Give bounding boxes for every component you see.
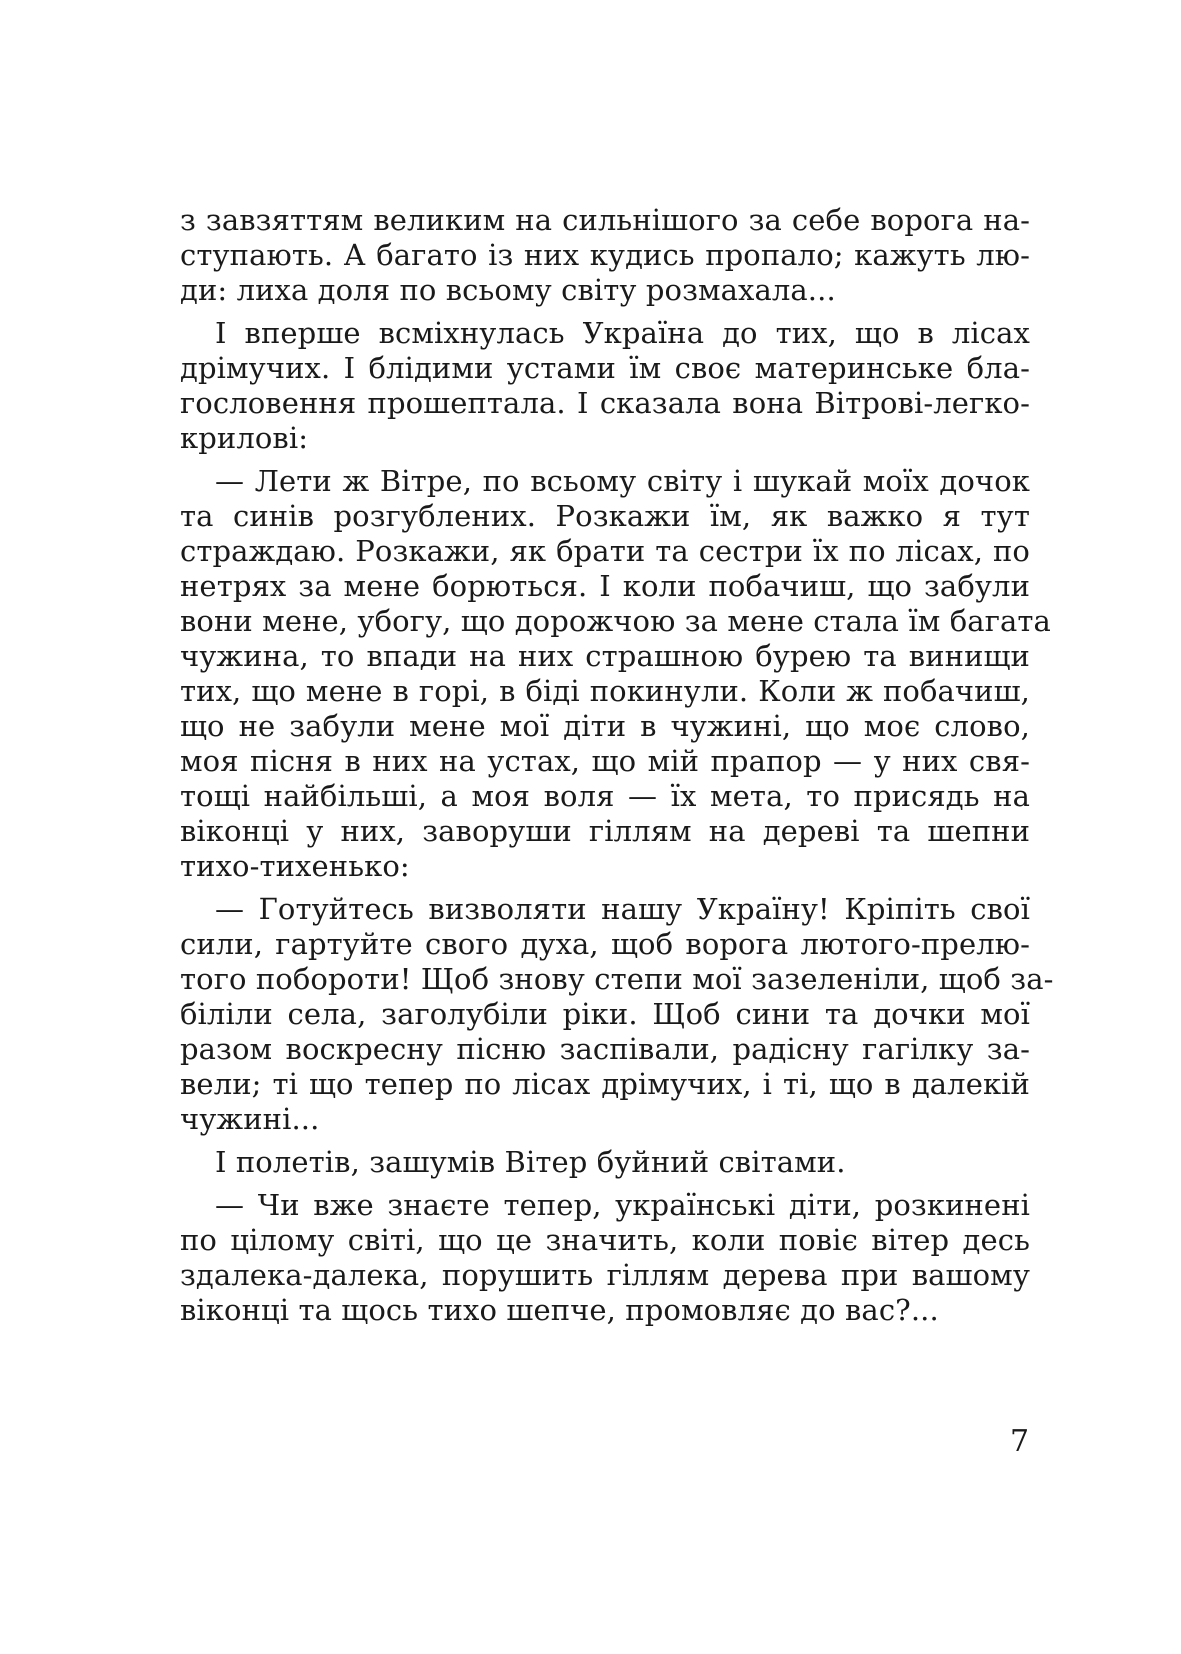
text-line: ступають. А багато із них кудись пропало; кажуть лю- (180, 238, 1030, 272)
text-line: вони мене, убогу, що дорожчою за мене стала їм багата (180, 604, 1051, 638)
paragraph (180, 892, 1054, 1137)
text-line: біліли села, заголубіли ріки. Щоб сини та дочки мої (180, 997, 1030, 1031)
paragraph (180, 1188, 1030, 1328)
paragraph (180, 464, 1051, 884)
text-line: страждаю. Розкажи, як брати та сестри їх по лісах, по (180, 534, 1030, 568)
paragraph (180, 1145, 1030, 1180)
text-line: чужина, то впади на них страшною бурею та винищи (180, 639, 1030, 673)
text-line: чужині... (180, 1102, 320, 1136)
text-line: — Лети ж Вітре, по всьому світу і шукай моїх дочок (215, 464, 1030, 498)
text-line: нетрях за мене борються. І коли побачиш, що забули (180, 569, 1030, 603)
body-text (180, 203, 1054, 1328)
text-line: вели; ті що тепер по лісах дрімучих, і ті, що в далекій (180, 1067, 1030, 1101)
text-line: тихо-тихенько: (180, 849, 410, 883)
text-line: що не забули мене мої діти в чужині, що моє слово, (180, 709, 1030, 743)
text-line: здалека-далека, порушить гіллям дерева при вашому (180, 1258, 1030, 1292)
text-line: І вперше всміхнулась Україна до тих, що в лісах (215, 316, 1030, 350)
text-line: тих, що мене в горі, в біді покинули. Коли ж побачиш, (180, 674, 1030, 708)
text-line: сили, гартуйте свого духа, щоб ворога лютого-прелю- (180, 927, 1030, 961)
text-line: — Чи вже знаєте тепер, українські діти, розкинені (215, 1188, 1030, 1222)
text-line: того побороти! Щоб знову степи мої зазеленіли, щоб за- (180, 962, 1054, 996)
page-number: 7 (1010, 1424, 1030, 1459)
text-line: тощі найбільші, а моя воля — їх мета, то присядь на (180, 779, 1030, 813)
text-line: разом воскресну пісню заспівали, радісну гагілку за- (180, 1032, 1030, 1066)
text-line: дрімучих. І блідими устами їм своє материнське бла- (180, 351, 1030, 385)
text-line: моя пісня в них на устах, що мій прапор — у них свя- (180, 744, 1030, 778)
paragraph (180, 203, 1030, 308)
text-line: гословення прошептала. І сказала вона Вітрові-легко- (180, 386, 1030, 420)
text-line: віконці та щось тихо шепче, промовляє до вас?... (180, 1293, 939, 1327)
text-line: криловi: (180, 421, 309, 455)
text-line: І полетів, зашумів Вітер буйний світами. (215, 1145, 846, 1179)
text-line: ди: лиха доля по всьому світу розмахала... (180, 273, 836, 307)
text-line: — Готуйтесь визволяти нашу Україну! Кріпіть свої (215, 892, 1030, 926)
text-line: віконці у них, заворуши гіллям на дереві та шепни (180, 814, 1030, 848)
paragraph (180, 316, 1030, 456)
text-line: з завзяттям великим на сильнішого за себе ворога на- (180, 203, 1030, 237)
text-line: по цілому світі, що це значить, коли повіє вітер десь (180, 1223, 1030, 1257)
text-line: та синів розгублених. Розкажи їм, як важко я тут (180, 499, 1030, 533)
